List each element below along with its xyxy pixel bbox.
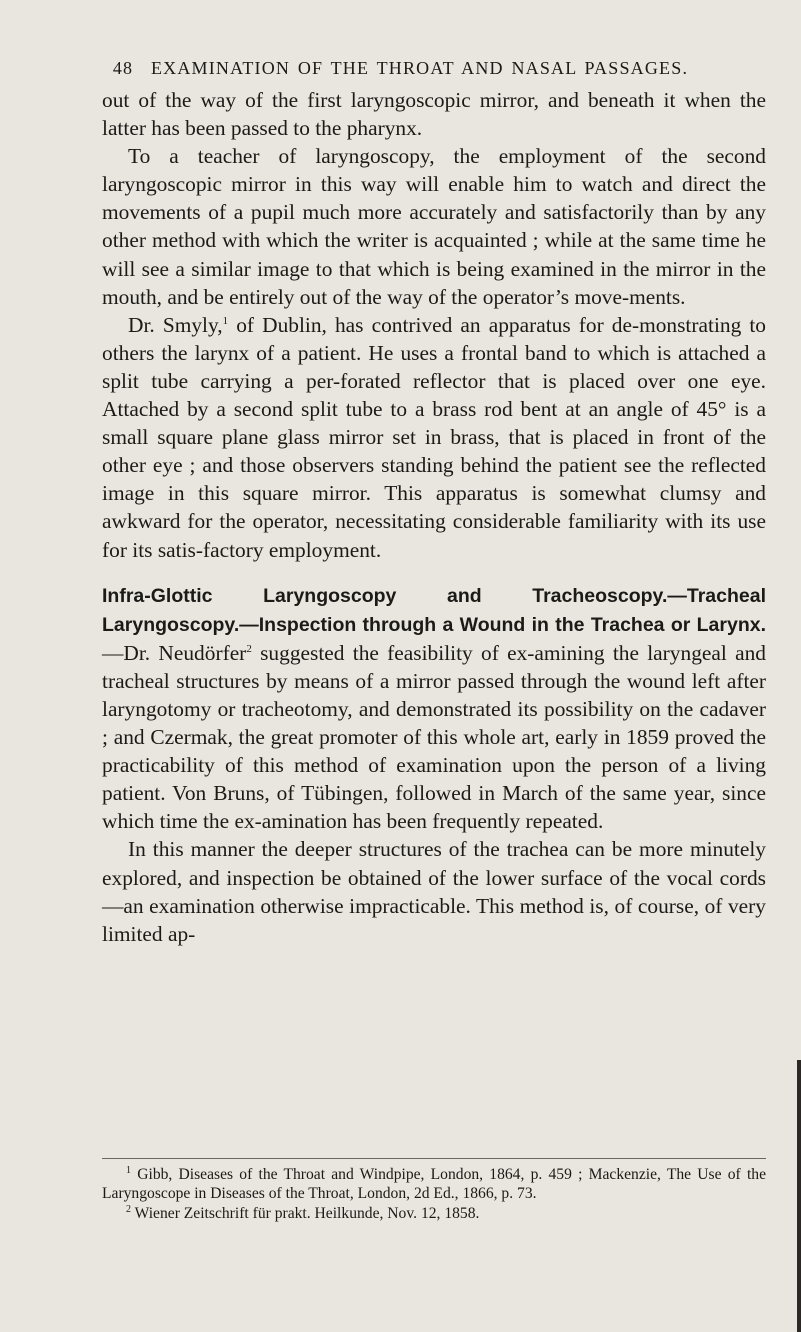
footnote-ref-2: 2	[246, 642, 252, 655]
body-text	[102, 86, 766, 948]
paragraph-4	[102, 581, 766, 836]
running-header	[0, 58, 801, 79]
paragraph-4-start: —Dr. Neudörfer	[102, 640, 247, 665]
footnote-ref-1: 1	[222, 314, 229, 327]
paragraph-5: In this manner the deeper structures of the trachea can be more minutely explored, and inspection be obtained of the lower surface of the vocal cords—an examination otherwise impracticable. This method is, of course, of very limited ap-	[102, 837, 766, 946]
section-heading: Infra-Glottic Laryngoscopy and Tracheoscopy.—Tracheal Laryngoscopy.—Inspection through a Wound in the Trachea or Larynx.	[102, 584, 766, 636]
footnote-2-text: Wiener Zeitschrift für prakt. Heilkunde, Nov. 12, 1858.	[134, 1204, 480, 1222]
running-title: EXAMINATION OF THE THROAT AND NASAL PASSAGES.	[150, 58, 689, 78]
footnote-1	[102, 1165, 766, 1204]
footnote-1-mark: 1	[126, 1165, 131, 1176]
paragraph-4-rest: suggested the feasibility of ex-amining the laryngeal and tracheal structures by means of a mirror passed through the wound left after laryngotomy or tracheotomy, and demonstrated its possibility on the cadaver ; and Czermak, the great promoter of this whole art, early in 1859 proved the practicability of this method of examination upon the person of a living patient. Von Bruns, of Tübingen, followed in March of the same year, since which time the ex-amination has been frequently repeated.	[102, 640, 766, 834]
paragraph-3-start: Dr. Smyly,	[128, 312, 223, 337]
paragraph-1: out of the way of the first laryngoscopic mirror, and beneath it when the latter has been passed to the pharynx.	[102, 88, 766, 141]
footnote-1-text: Gibb, Diseases of the Throat and Windpipe, London, 1864, p. 459 ; Mackenzie, The Use of the Laryngoscope in Diseases of the Throat, London, 2d Ed., 1866, p. 73.	[102, 1166, 766, 1203]
footnote-divider	[102, 1158, 766, 1159]
paragraph-3	[102, 311, 766, 564]
footnotes	[102, 1165, 766, 1223]
paragraph-2: To a teacher of laryngoscopy, the employment of the second laryngoscopic mirror in this way will enable him to watch and direct the movements of a pupil much more accurately and satisfactorily than by any other method with which the writer is acquainted ; while at the same time he will see a similar image to that which is being examined in the mirror in the mouth, and be entirely out of the way of the operator’s move-ments.	[102, 144, 766, 309]
page-edge-shadow	[797, 1060, 801, 1332]
page-number: 48	[112, 58, 134, 78]
footnote-2-mark: 2	[126, 1203, 131, 1215]
footnote-2	[102, 1204, 766, 1223]
paragraph-3-rest: of Dublin, has contrived an apparatus for de-monstrating to others the larynx of a patient. He uses a frontal band to which is attached a split tube carrying a per-forated reflector that is placed over one eye. Attached by a second split tube to a brass rod bent at an angle of 45° is a small square plane glass mirror set in brass, that is placed in front of the other eye ; and those observers standing behind the patient see the reflected image in this square mirror. This apparatus is somewhat clumsy and awkward for the operator, necessitating considerable familiarity with its use for its satis-factory employment.	[102, 312, 766, 562]
